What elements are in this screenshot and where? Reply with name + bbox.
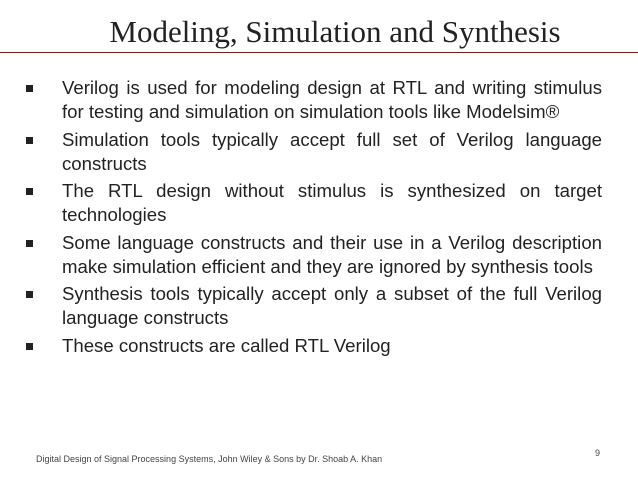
square-bullet-icon: [26, 240, 33, 247]
bullet-text: Synthesis tools typically accept only a subset of the full Verilog language constructs: [62, 283, 602, 328]
bullet-list: [24, 76, 602, 361]
bullet-text: Some language constructs and their use in a Verilog description make simulation efficient and they are ignored by synthesis tools: [62, 231, 602, 277]
bullet-item: [24, 231, 602, 279]
square-bullet-icon: [26, 85, 33, 92]
square-bullet-icon: [26, 188, 33, 195]
square-bullet-icon: [26, 343, 33, 350]
bullet-item: [24, 128, 602, 176]
slide-footer: Digital Design of Signal Processing Systems, John Wiley & Sons by Dr. Shoab A. Khan: [36, 454, 383, 464]
bullet-item: [24, 179, 602, 227]
slide-title: Modeling, Simulation and Synthesis: [109, 14, 561, 49]
bullet-text: These constructs are called RTL Verilog: [62, 334, 391, 356]
bullet-text: Simulation tools typically accept full set of Verilog language constructs: [62, 128, 602, 174]
bullet-text: Verilog is used for modeling design at RTL and writing stimulus for testing and simulation on simulation tools like Modelsim®: [62, 77, 602, 122]
bullet-item: [24, 334, 602, 358]
bullet-item: [24, 282, 602, 330]
page-number: 9: [594, 448, 600, 458]
bullet-item: [24, 76, 602, 124]
square-bullet-icon: [26, 137, 33, 144]
title-rule: [0, 52, 638, 53]
bullet-text: The RTL design without stimulus is synthesized on target technologies: [62, 180, 602, 225]
square-bullet-icon: [26, 291, 33, 298]
